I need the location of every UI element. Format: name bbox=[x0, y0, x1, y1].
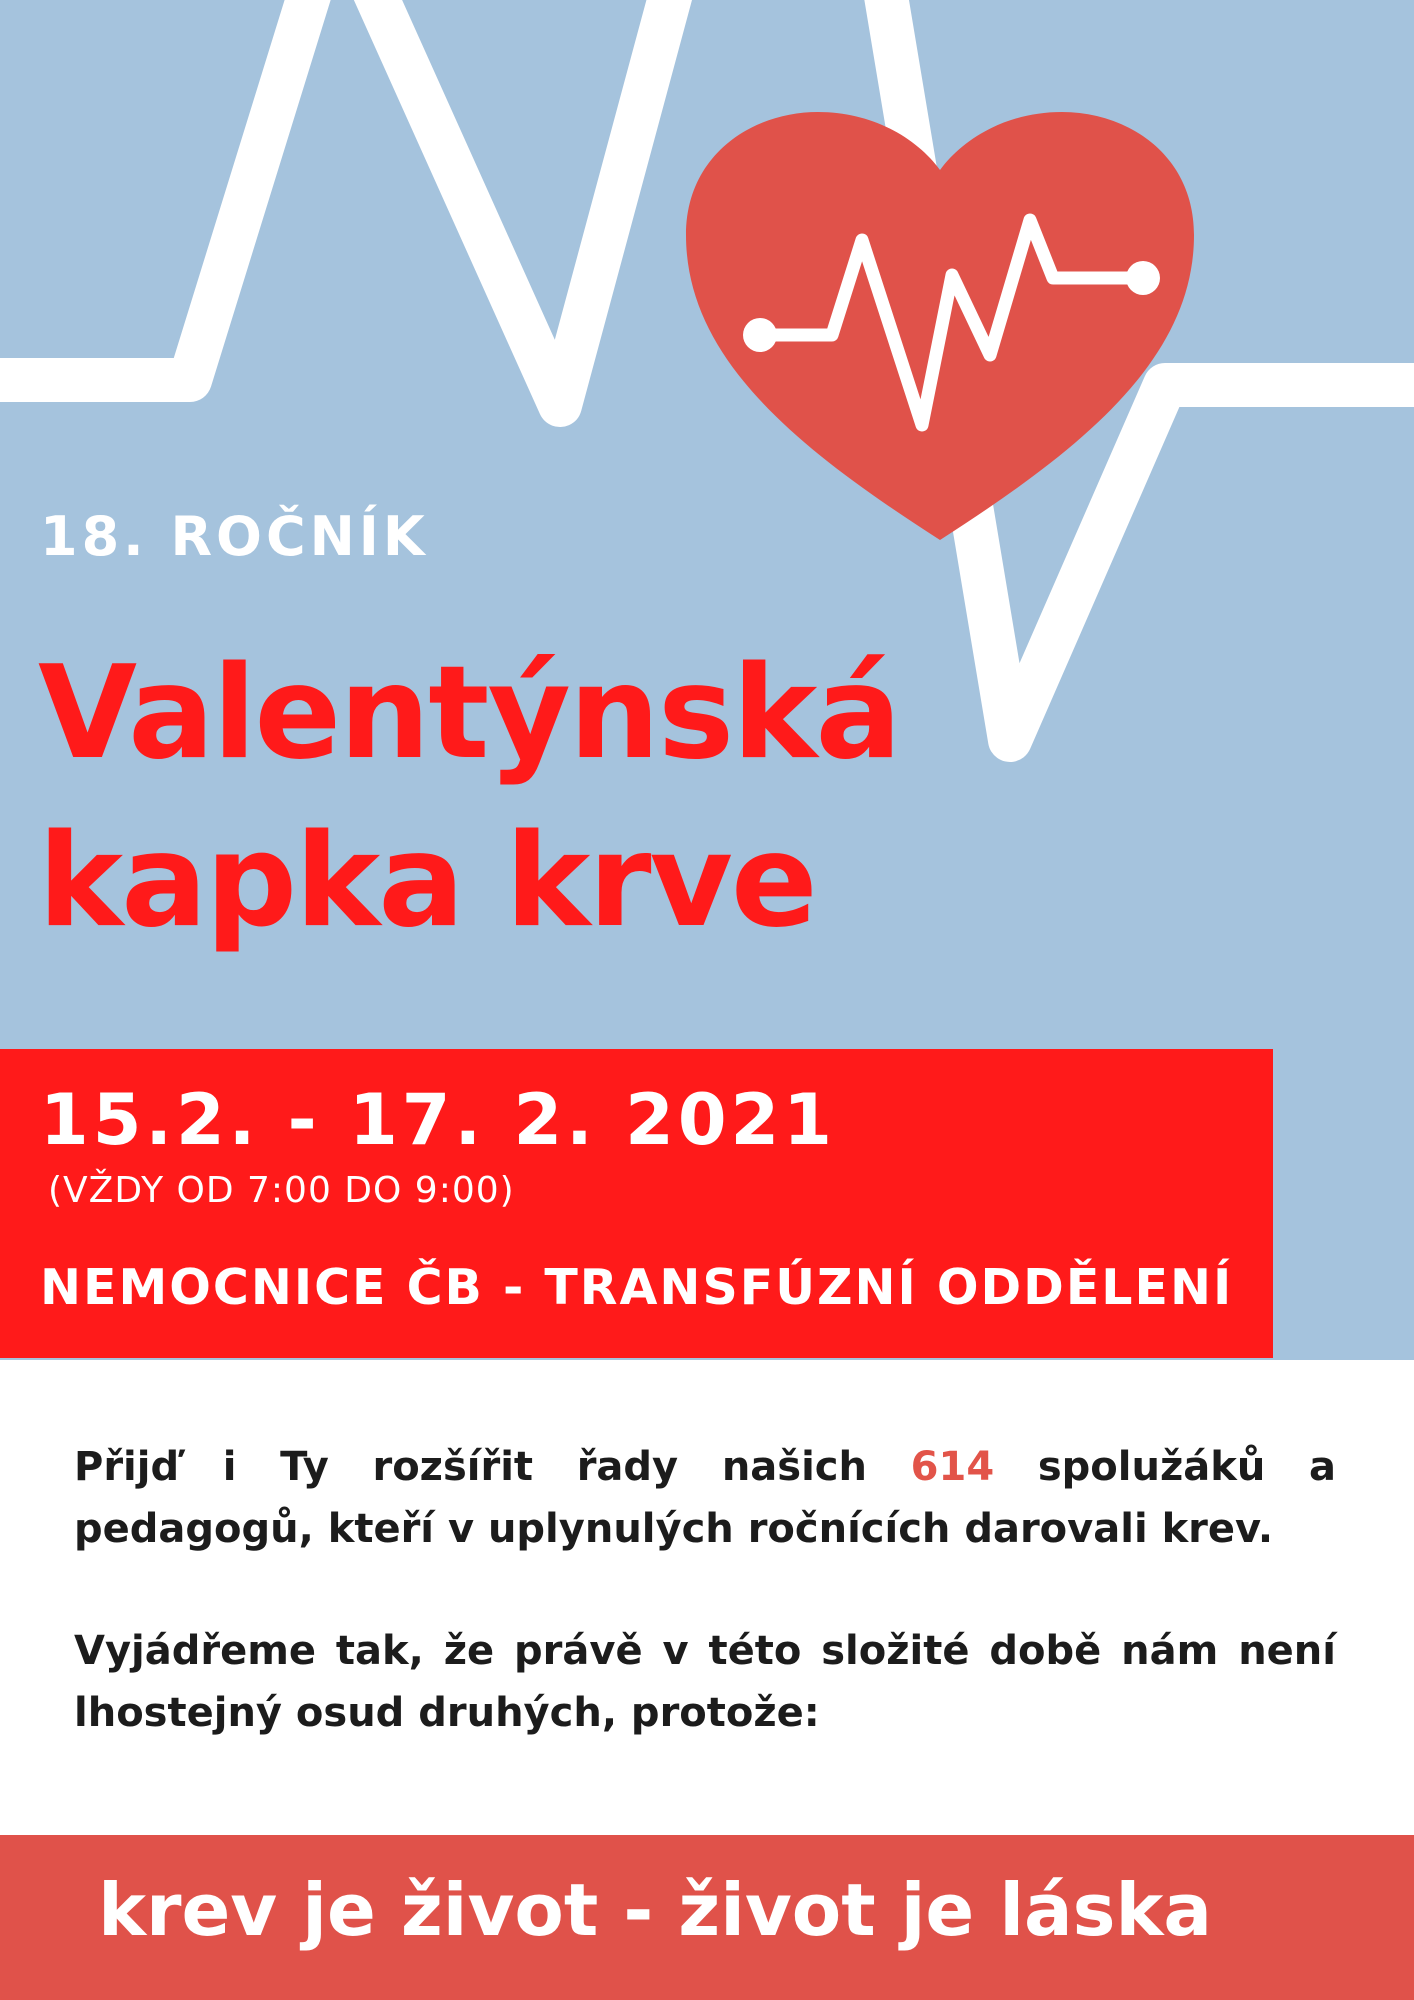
event-title bbox=[38, 630, 900, 966]
motivation-paragraph: Vyjádřeme tak, že právě v této složité době nám není lhostejný osud druhých, protože: bbox=[74, 1628, 1336, 1736]
invitation-text-end: spolužáků a pedagogů, kteří v uplynulých ročnících darovali krev. bbox=[74, 1444, 1336, 1552]
event-hours: (VŽDY OD 7:00 DO 9:00) bbox=[48, 1170, 515, 1211]
slogan: krev je život - život je láska bbox=[98, 1868, 1212, 1952]
event-location: NEMOCNICE ČB - TRANSFÚZNÍ ODDĚLENÍ bbox=[40, 1259, 1234, 1316]
title-line-2: kapka krve bbox=[38, 807, 816, 956]
edition-label: 18. ROČNÍK bbox=[40, 505, 429, 568]
slogan-bar bbox=[0, 1835, 1414, 2000]
ekg-line-icon bbox=[0, 0, 1414, 740]
invitation-paragraph bbox=[74, 1436, 1336, 1560]
title-line-1: Valentýnská bbox=[38, 639, 900, 788]
donor-count: 614 bbox=[910, 1444, 995, 1490]
event-dates: 15.2. - 17. 2. 2021 bbox=[40, 1079, 836, 1161]
invitation-text-start: Přijď i Ty rozšířit řady našich bbox=[74, 1444, 911, 1490]
date-box bbox=[0, 1049, 1273, 1358]
